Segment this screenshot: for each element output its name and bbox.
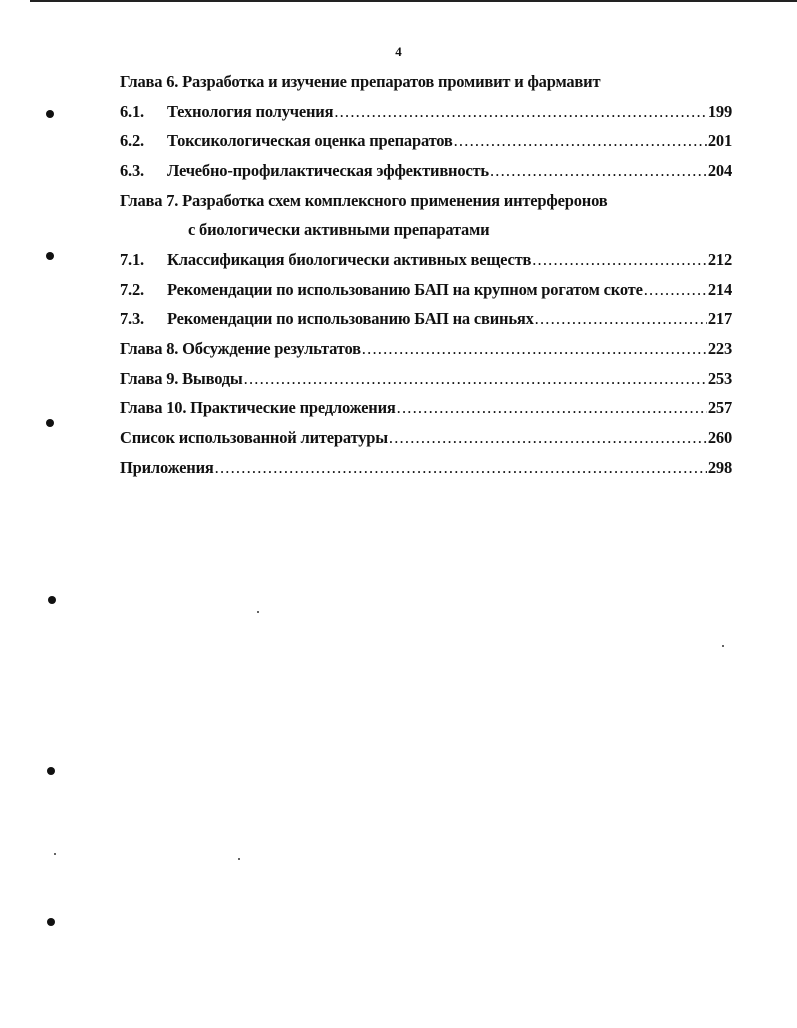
toc-dot-leader [215,456,707,480]
toc-entry-label: Список использованной литературы [120,428,388,447]
toc-dot-leader [244,367,707,391]
toc-entry-page: 212 [707,250,732,269]
toc-entry-page: 201 [707,131,732,150]
scan-speck [54,853,56,855]
toc-chapter-7-heading-continued [120,218,797,242]
toc-entry-label: Токсикологическая оценка препаратов [167,131,453,150]
toc-entry-label: с биологически активными препаратами [188,220,490,239]
toc-entry-6-2 [120,129,732,153]
toc-chapter-10 [120,396,732,420]
toc-entry-number: 7.3. [120,309,144,328]
toc-entry-number: 6.1. [120,102,144,121]
toc-entry-6-1 [120,100,732,124]
punch-hole-mark [46,419,54,427]
toc-dot-leader [454,129,707,153]
toc-entry-label: Глава 7. Разработка схем комплексного применения интерферонов [120,191,608,210]
toc-dot-leader [362,337,707,361]
toc-entry-label: Глава 6. Разработка и изучение препаратов промивит и фармавит [120,72,601,91]
toc-entry-7-1 [120,248,732,272]
punch-hole-mark [46,110,54,118]
toc-entry-label: Лечебно-профилактическая эффективность [167,161,489,180]
toc-entry-page: 199 [707,102,732,121]
toc-entry-label: Глава 10. Практические предложения [120,398,396,417]
toc-entry-label: Глава 8. Обсуждение результатов [120,339,361,358]
toc-entry-page: 223 [707,339,732,358]
toc-entry-6-3 [120,159,732,183]
toc-entry-label: Глава 9. Выводы [120,369,243,388]
scan-speck [257,611,259,613]
top-border-line [30,0,797,2]
toc-entry-page: 204 [707,161,732,180]
toc-dot-leader [490,159,707,183]
toc-dot-leader [397,396,707,420]
toc-entry-number: 6.3. [120,161,144,180]
toc-entry-page: 214 [707,280,732,299]
punch-hole-mark [47,767,55,775]
toc-entry-page: 298 [707,458,732,477]
toc-references [120,426,732,450]
toc-chapter-9 [120,367,732,391]
toc-chapter-8 [120,337,732,361]
toc-entry-number: 7.2. [120,280,144,299]
toc-dot-leader [535,307,707,331]
toc-dot-leader [334,100,707,124]
toc-entry-label: Классификация биологически активных веществ [167,250,532,269]
toc-entry-label: Технология получения [167,102,334,121]
toc-entry-page: 257 [707,398,732,417]
toc-appendices [120,456,732,480]
toc-entry-label: Рекомендации по использованию БАП на крупном рогатом скоте [167,280,643,299]
punch-hole-mark [46,252,54,260]
toc-entry-page: 260 [707,428,732,447]
toc-dot-leader [389,426,707,450]
toc-chapter-6-heading [120,70,732,94]
scan-speck [238,858,240,860]
toc-entry-number: 6.2. [120,131,144,150]
toc-entry-7-2 [120,278,732,302]
punch-hole-mark [48,596,56,604]
toc-entry-label: Приложения [120,458,214,477]
toc-entry-label: Рекомендации по использованию БАП на свиньях [167,309,534,328]
scan-speck [722,645,724,647]
page-number: 4 [395,44,402,59]
toc-entry-page: 253 [707,369,732,388]
toc-dot-leader [644,278,707,302]
punch-hole-mark [47,918,55,926]
toc-chapter-7-heading [120,189,732,213]
toc-entry-number: 7.1. [120,250,144,269]
toc-entry-7-3 [120,307,732,331]
toc-entry-page: 217 [707,309,732,328]
toc-dot-leader [532,248,707,272]
